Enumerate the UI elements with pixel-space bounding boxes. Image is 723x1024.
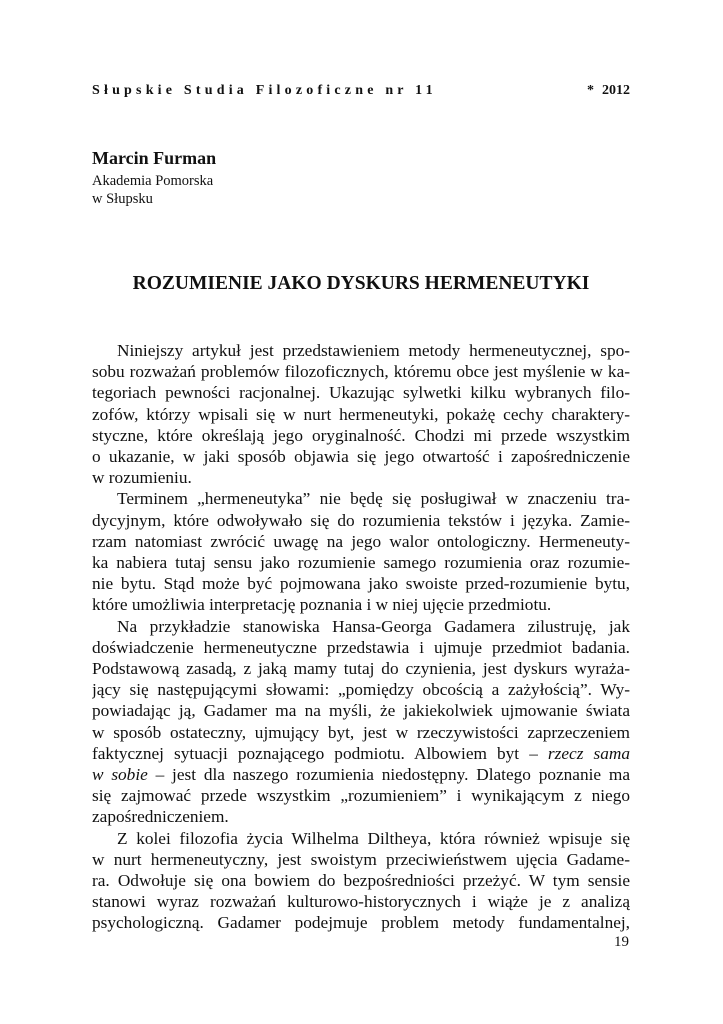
text-line: w rozumieniu. — [92, 468, 192, 488]
running-header — [92, 82, 630, 100]
text-line: dycyjnym, które odwoływało się do rozumienia tekstów i języka. Zamie- — [92, 510, 630, 530]
affiliation-line: Akademia Pomorska — [92, 173, 214, 189]
text-line: zapośredniczeniem. — [92, 807, 229, 827]
journal-name: Słupskie Studia Filozoficzne nr 11 — [92, 83, 437, 98]
running-header-right — [587, 82, 630, 100]
text-line: psychologiczną. Gadamer podejmuje problem metody fundamentalnej, — [92, 913, 630, 933]
text-line: nie bytu. Stąd może być pojmowana jako swoiste przed-rozumienie bytu, — [92, 574, 630, 594]
text-line: faktycznej sytuacji poznającego podmiotu. Albowiem byt – rzecz sama — [92, 743, 630, 763]
text-line: które umożliwia interpretację poznania i w niej ujęcie przedmiotu. — [92, 595, 552, 615]
text-line: Niniejszy artykuł jest przedstawieniem metody hermeneutycznej, spo- — [117, 341, 630, 360]
article-title: ROZUMIENIE JAKO DYSKURS HERMENEUTYKI — [132, 273, 590, 294]
journal-year: 2012 — [602, 83, 630, 98]
text-line: sobu rozważań problemów filozoficznych, któremu obce jest myślenie w ka- — [92, 362, 630, 382]
text-line: Terminem „hermeneutyka” nie będę się posługiwał w znaczeniu tra- — [117, 489, 630, 509]
text-line: styczne, które określają jego oryginalność. Chodzi mi przede wszystkim — [92, 425, 630, 445]
page-number: 19 — [614, 934, 629, 950]
text-line: w sobie – jest dla naszego rozumienia niedostępny. Dlatego poznanie ma — [92, 765, 630, 785]
text-line: ra. Odwołuje się ona bowiem do bezpośredniości przeżyć. W tym sensie — [92, 871, 630, 891]
text-line: rzam natomiast zwrócić uwagę na jego walor ontologiczny. Hermeneuty- — [92, 531, 630, 551]
text-line: stanowi wyraz rozważań kulturowo-historycznych i wiąże je z analizą — [92, 892, 630, 912]
text-line: w sposób ostateczny, ujmujący byt, jest w rzeczywistości zaprzeczeniem — [92, 722, 630, 742]
text-line: w nurt hermeneutyczny, jest swoistym przeciwieństwem ujęcia Gadame- — [92, 849, 630, 869]
affiliation-line: w Słupsku — [92, 191, 153, 207]
text-line: o ukazanie, w jaki sposób objawia się jego otwartość i zapośredniczenie — [92, 447, 630, 467]
text-line: tegoriach pewności racjonalnej. Ukazując sylwetki kilku wybranych filo- — [92, 383, 630, 403]
text-line: jący się następującymi słowami: „pomiędzy obcością a zażyłością”. Wy- — [92, 680, 630, 700]
article-body — [92, 340, 630, 934]
text-line: zofów, którzy wpisali się w nurt hermeneutyki, pokażę cechy charaktery- — [92, 404, 630, 424]
text-line: się zajmować przede wszystkim „rozumieniem” i wynikającym z niego — [92, 786, 630, 806]
author-name: Marcin Furman — [92, 148, 217, 168]
text-line: Podstawową zasadą, z jaką mamy tutaj do czynienia, jest dyskurs wyraża- — [92, 659, 630, 679]
header-separator: * — [587, 83, 594, 98]
text-line: Z kolei filozofia życia Wilhelma Diltheya, która również wpisuje się — [117, 828, 630, 848]
author-block — [92, 147, 492, 208]
text-line: powiadając ją, Gadamer ma na myśli, że jakiekolwiek ujmowanie świata — [92, 701, 630, 721]
text-line: Na przykładzie stanowiska Hansa-Georga Gadamera zilustruję, jak — [117, 616, 630, 636]
text-line: doświadczenie hermeneutyczne przedstawia i ujmuje przedmiot badania. — [92, 637, 630, 657]
text-line: ka nabiera tutaj sensu jako rozumienie samego rozumienia oraz rozumie- — [92, 553, 630, 573]
